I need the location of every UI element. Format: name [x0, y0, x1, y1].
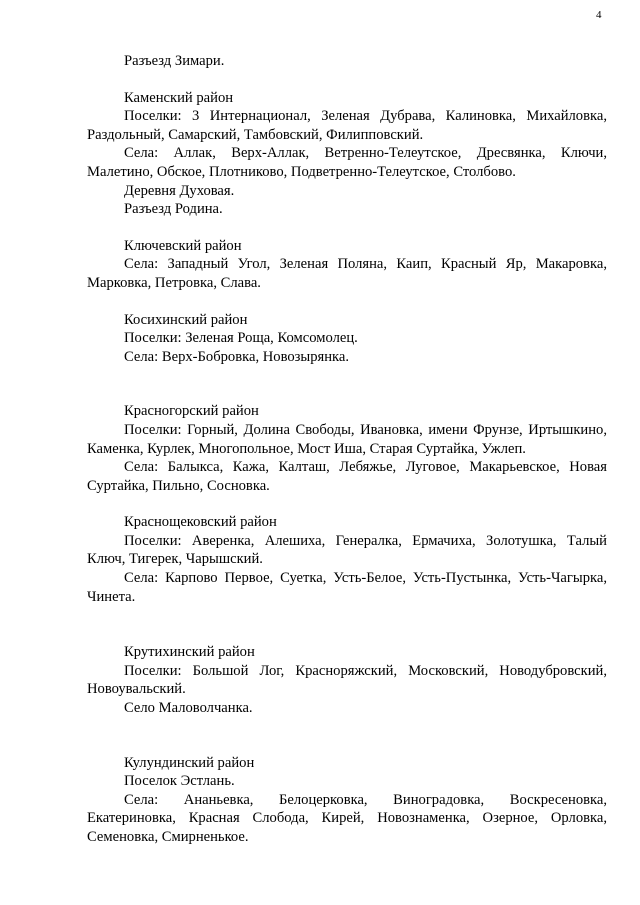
paragraph: Поселки: Аверенка, Алешиха, Генералка, Ермачиха, Золотушка, Талый Ключ, Тигерек, Чарышский. — [87, 532, 607, 568]
block-krutikhinsky-district — [87, 643, 607, 717]
district-heading: Косихинский район — [124, 311, 248, 328]
paragraph: Поселки: Зеленая Роща, Комсомолец. — [124, 330, 358, 347]
paragraph: Поселок Эстлань. — [124, 773, 235, 790]
paragraph: Разъезд Зимари. — [124, 53, 225, 69]
paragraph: Поселки: Большой Лог, Красноряжский, Московский, Новодубровский, Новоувальский. — [87, 662, 607, 698]
paragraph: Села: Ананьевка, Белоцерковка, Виноградовка, Воскресеновка, Екатериновка, Красная Слобода, Кирей, Новознаменка, Озерное, Орловка, Семеновка, Смирненькое. — [87, 791, 607, 845]
district-heading: Краснощековский район — [124, 514, 277, 531]
document-body — [87, 52, 607, 847]
block-zimari — [87, 52, 607, 71]
block-krasnogorsky-district — [87, 402, 607, 495]
paragraph: Села: Верх-Бобровка, Новозырянка. — [124, 348, 350, 365]
block-krasnoshchekovsky-district — [87, 513, 607, 606]
paragraph: Поселки: 3 Интернационал, Зеленая Дубрава, Калиновка, Михайловка, Раздольный, Самарский, Тамбовский, Филипповский. — [87, 108, 607, 143]
paragraph: Села: Балыкса, Кажа, Калташ, Лебяжье, Луговое, Макарьевское, Новая Суртайка, Пильно, Сосновка. — [87, 459, 607, 494]
paragraph: Разъезд Родина. — [124, 201, 223, 218]
paragraph: Села: Аллак, Верх-Аллак, Ветренно-Телеутское, Дресвянка, Ключи, Малетино, Обское, Плотниково, Подветренно-Телеутское, Столбово. — [87, 145, 607, 180]
district-heading: Красногорский район — [124, 403, 259, 420]
district-heading: Кулундинский район — [124, 754, 255, 771]
block-kulundinsky-district — [87, 754, 607, 847]
paragraph: Села: Карпово Первое, Суетка, Усть-Белое, Усть-Пустынка, Усть-Чагырка, Чинета. — [87, 570, 607, 605]
paragraph: Село Маловолчанка. — [124, 700, 253, 717]
block-klyuchevsky-district — [87, 237, 607, 293]
paragraph: Села: Западный Угол, Зеленая Поляна, Каип, Красный Яр, Макаровка, Марковка, Петровка, Слава. — [87, 256, 607, 291]
paragraph: Деревня Духовая. — [124, 182, 235, 199]
district-heading: Крутихинский район — [124, 644, 255, 661]
district-heading: Каменский район — [124, 89, 234, 106]
page-number: 4 — [596, 9, 602, 21]
district-heading: Ключевский район — [124, 237, 242, 254]
paragraph: Поселки: Горный, Долина Свободы, Ивановка, имени Фрунзе, Иртышкино, Каменка, Курлек, Многопольное, Мост Иша, Старая Суртайка, Ужлеп. — [87, 421, 607, 457]
block-kamensky-district — [87, 89, 607, 219]
block-kosikhinsky-district — [87, 311, 607, 367]
